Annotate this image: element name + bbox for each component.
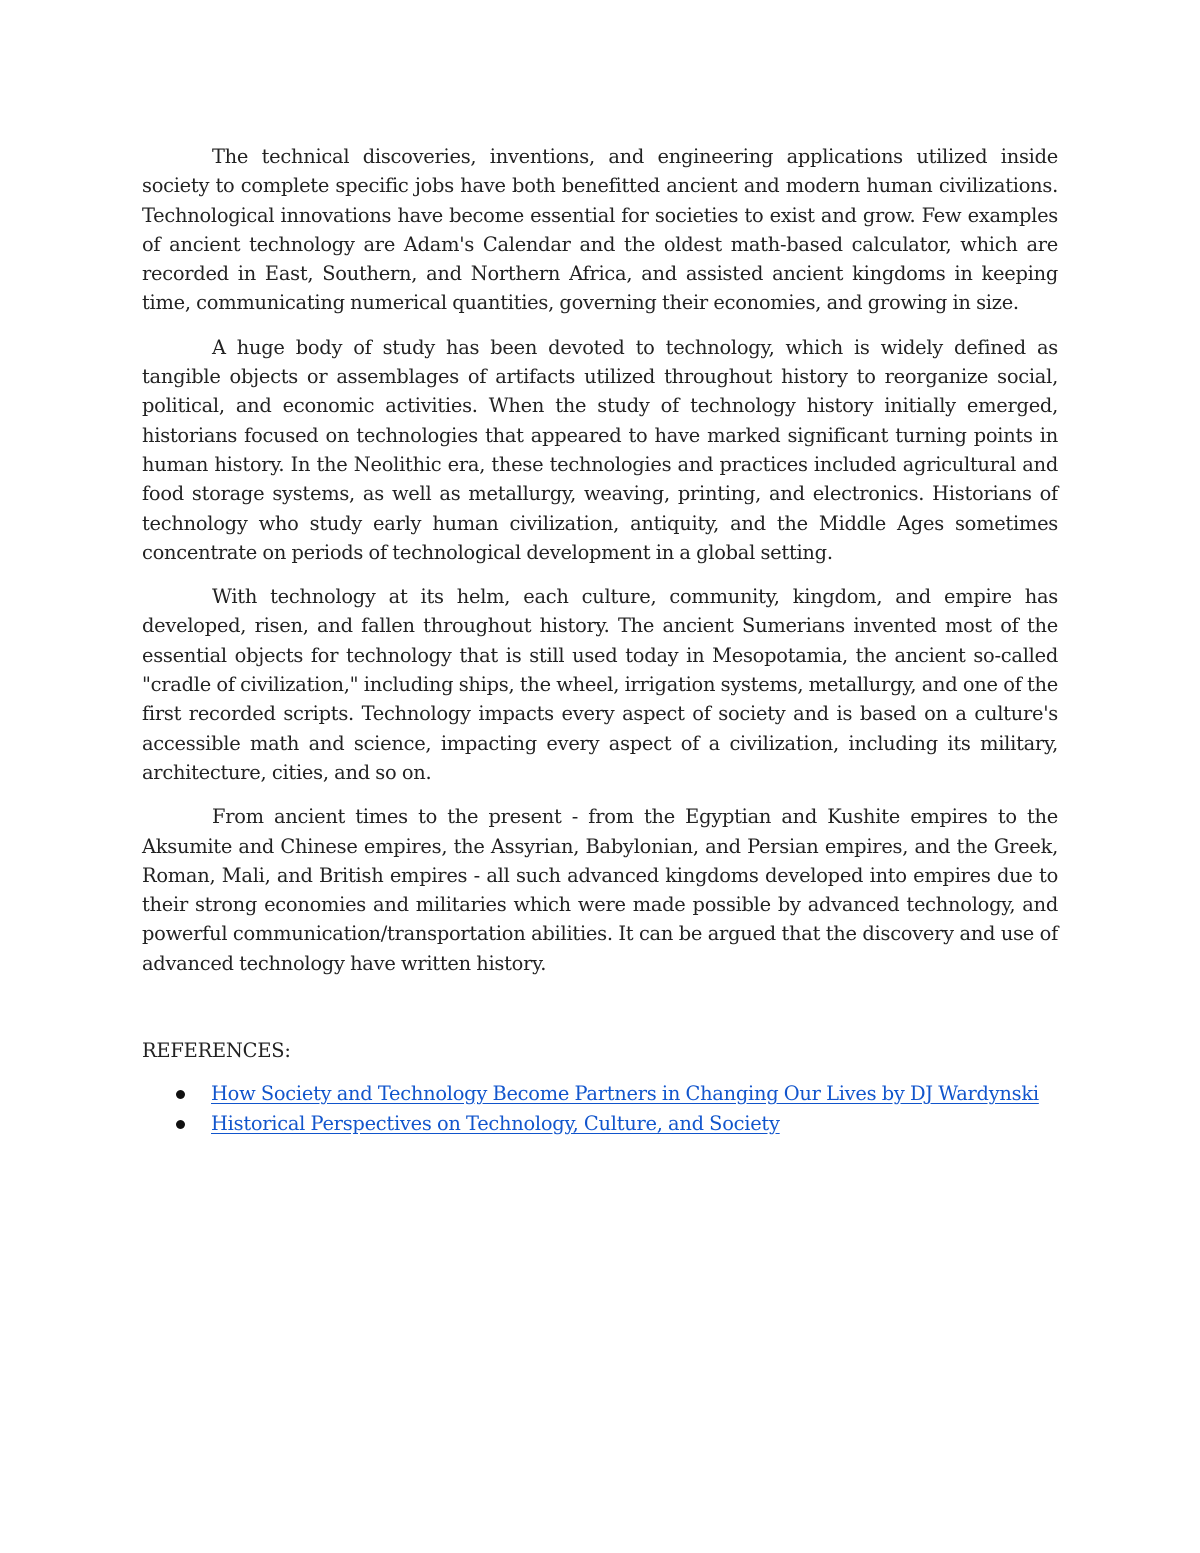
document-page: [142, 142, 1058, 1139]
bullet-icon: [176, 1090, 185, 1099]
references-heading: REFERENCES:: [142, 1039, 291, 1063]
reference-item-2: [142, 1109, 1058, 1139]
reference-link-1[interactable]: How Society and Technology Become Partners in Changing Our Lives by DJ Wardynski: [211, 1082, 1039, 1106]
body-paragraph-1: The technical discoveries, inventions, and engineering applications utilized inside society to complete specific jobs have both benefitted ancient and modern human civilizations. Technological innovations have become essential for societies to exist and grow. Few examples of ancient technology are Adam's Calendar and the oldest math-based calculator, which are recorded in East, Southern, and Northern Africa, and assisted ancient kingdoms in keeping time, communicating numerical quantities, governing their economies, and growing in size.: [142, 145, 1058, 315]
body-paragraph-3: With technology at its helm, each culture, community, kingdom, and empire has developed, risen, and fallen throughout history. The ancient Sumerians invented most of the essential objects for technology that is still used today in Mesopotamia, the ancient so-called "cradle of civilization," including ships, the wheel, irrigation systems, metallurgy, and one of the first recorded scripts. Technology impacts every aspect of society and is based on a culture's accessible math and science, impacting every aspect of a civilization, including its military, architecture, cities, and so on.: [142, 585, 1058, 784]
reference-item-1: [142, 1079, 1058, 1109]
bullet-icon: [176, 1120, 185, 1129]
references-list: [142, 1079, 1058, 1139]
reference-link-2[interactable]: Historical Perspectives on Technology, Culture, and Society: [211, 1112, 780, 1136]
body-paragraph-2: A huge body of study has been devoted to technology, which is widely defined as tangible objects or assemblages of artifacts utilized throughout history to reorganize social, political, and economic activities. When the study of technology history initially emerged, historians focused on technologies that appeared to have marked significant turning points in human history. In the Neolithic era, these technologies and practices included agricultural and food storage systems, as well as metallurgy, weaving, printing, and electronics. Historians of technology who study early human civilization, antiquity, and the Middle Ages sometimes concentrate on periods of technological development in a global setting.: [142, 335, 1058, 564]
body-paragraph-4: From ancient times to the present - from the Egyptian and Kushite empires to the Aksumite and Chinese empires, the Assyrian, Babylonian, and Persian empires, and the Greek, Roman, Mali, and British empires - all such advanced kingdoms developed into empires due to their strong economies and militaries which were made possible by advanced technology, and powerful communication/transportation abilities. It can be argued that the discovery and use of advanced technology have written history.: [142, 805, 1058, 975]
